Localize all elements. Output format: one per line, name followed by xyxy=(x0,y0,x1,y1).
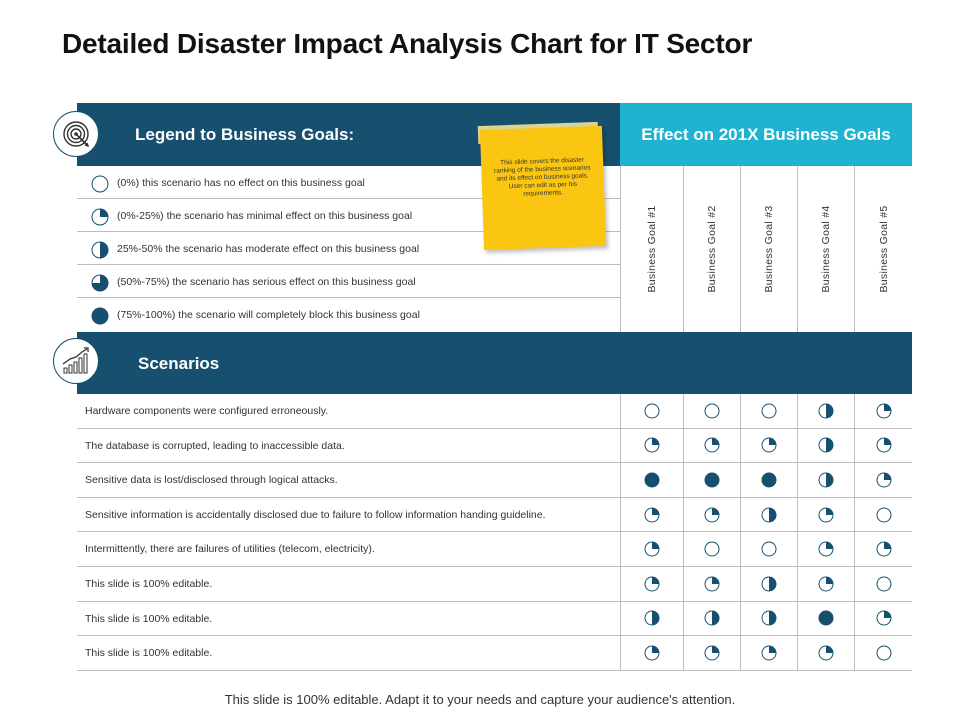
impact-cell xyxy=(797,567,854,601)
table-row xyxy=(77,636,912,671)
goal-label: Business Goal #2 xyxy=(706,205,718,293)
harvey-ball-empty-icon xyxy=(704,403,720,419)
goal-column xyxy=(740,166,797,332)
effect-title: Effect on 201X Business Goals xyxy=(641,124,891,144)
legend-item xyxy=(77,298,620,331)
growth-chart-icon xyxy=(53,338,99,384)
scenario-table xyxy=(77,394,912,671)
impact-cell xyxy=(620,602,683,636)
harvey-ball-quarter-icon xyxy=(818,541,834,557)
scenario-text: The database is corrupted, leading to inaccessible data. xyxy=(85,439,345,452)
impact-cell xyxy=(620,394,683,428)
harvey-ball-quarter-icon xyxy=(876,403,892,419)
legend-item-text: (0%) this scenario has no effect on this business goal xyxy=(117,177,365,189)
harvey-ball-empty-icon xyxy=(644,403,660,419)
impact-cell xyxy=(683,636,740,670)
legend-item-text: (50%-75%) the scenario has serious effect on this business goal xyxy=(117,276,416,288)
impact-cell xyxy=(620,463,683,497)
harvey-ball-half-icon xyxy=(818,403,834,419)
harvey-ball-quarter-icon xyxy=(818,507,834,523)
table-row xyxy=(77,463,912,498)
table-row xyxy=(77,567,912,602)
impact-cell xyxy=(797,429,854,463)
sticky-note-text: This slide covers the disaster ranking of the business scenarios and its effect on business goals. User can edit as per his requirements. xyxy=(494,156,591,198)
impact-cell xyxy=(620,636,683,670)
impact-cell xyxy=(620,532,683,566)
harvey-ball-empty-icon xyxy=(761,541,777,557)
impact-cell xyxy=(740,463,797,497)
harvey-ball-empty-icon xyxy=(876,507,892,523)
harvey-ball-full-icon xyxy=(704,472,720,488)
impact-cell xyxy=(683,429,740,463)
harvey-ball-quarter-icon xyxy=(644,541,660,557)
legend-item xyxy=(77,265,620,298)
harvey-ball-quarter-icon xyxy=(644,507,660,523)
harvey-ball-half-icon xyxy=(761,610,777,626)
impact-cell xyxy=(740,636,797,670)
goal-label: Business Goal #4 xyxy=(820,205,832,293)
harvey-ball-half-icon xyxy=(818,437,834,453)
harvey-ball-full-icon xyxy=(761,472,777,488)
impact-cell xyxy=(854,636,912,670)
harvey-ball-quarter-icon xyxy=(876,437,892,453)
scenario-text: This slide is 100% editable. xyxy=(85,577,213,590)
scenario-text: This slide is 100% editable. xyxy=(85,612,213,625)
impact-cell xyxy=(854,429,912,463)
impact-cell xyxy=(683,463,740,497)
goal-label: Business Goal #1 xyxy=(646,205,658,293)
harvey-ball-quarter-icon xyxy=(761,645,777,661)
harvey-ball-quarter-icon xyxy=(704,437,720,453)
impact-cell xyxy=(854,567,912,601)
impact-cell xyxy=(683,394,740,428)
harvey-ball-empty-icon xyxy=(876,645,892,661)
harvey-ball-half-icon xyxy=(644,610,660,626)
harvey-ball-quarter-icon xyxy=(876,610,892,626)
harvey-ball-half-icon xyxy=(761,507,777,523)
goal-column xyxy=(683,166,740,332)
impact-cell xyxy=(683,532,740,566)
harvey-ball-quarter-icon xyxy=(91,208,109,226)
impact-cell xyxy=(740,532,797,566)
impact-cell xyxy=(854,463,912,497)
page-title: Detailed Disaster Impact Analysis Chart for IT Sector xyxy=(62,28,753,59)
harvey-ball-half-icon xyxy=(818,472,834,488)
scenario-text: Sensitive information is accidentally disclosed due to failure to follow information handing guideline. xyxy=(85,508,546,521)
footer-note: This slide is 100% editable. Adapt it to your needs and capture your audience's attention. xyxy=(224,692,736,707)
impact-cell xyxy=(797,463,854,497)
scenario-text: This slide is 100% editable. xyxy=(85,647,213,660)
harvey-ball-three-quarter-icon xyxy=(91,274,109,292)
goal-columns xyxy=(620,166,912,332)
harvey-ball-empty-icon xyxy=(91,175,109,193)
table-row xyxy=(77,429,912,464)
impact-cell xyxy=(854,498,912,532)
impact-cell xyxy=(797,602,854,636)
harvey-ball-full-icon xyxy=(644,472,660,488)
harvey-ball-quarter-icon xyxy=(704,645,720,661)
scenario-text: Intermittently, there are failures of utilities (telecom, electricity). xyxy=(85,543,375,556)
scenarios-header xyxy=(77,332,912,394)
harvey-ball-quarter-icon xyxy=(644,645,660,661)
impact-cell xyxy=(740,602,797,636)
table-row xyxy=(77,498,912,533)
harvey-ball-quarter-icon xyxy=(644,576,660,592)
goal-column xyxy=(620,166,683,332)
impact-cell xyxy=(854,532,912,566)
impact-cell xyxy=(683,602,740,636)
table-row xyxy=(77,532,912,567)
impact-cell xyxy=(683,498,740,532)
impact-cell xyxy=(797,498,854,532)
impact-cell xyxy=(797,532,854,566)
impact-cell xyxy=(740,567,797,601)
harvey-ball-quarter-icon xyxy=(818,645,834,661)
impact-cell xyxy=(740,394,797,428)
impact-cell xyxy=(620,567,683,601)
harvey-ball-quarter-icon xyxy=(818,576,834,592)
harvey-ball-empty-icon xyxy=(761,403,777,419)
scenario-text: Sensitive data is lost/disclosed through logical attacks. xyxy=(85,474,338,487)
effect-header xyxy=(620,103,912,166)
impact-cell xyxy=(620,498,683,532)
harvey-ball-half-icon xyxy=(761,576,777,592)
harvey-ball-full-icon xyxy=(91,307,109,325)
harvey-ball-quarter-icon xyxy=(704,507,720,523)
scenario-text: Hardware components were configured erroneously. xyxy=(85,405,329,417)
impact-cell xyxy=(854,602,912,636)
harvey-ball-empty-icon xyxy=(876,576,892,592)
target-icon xyxy=(53,111,99,157)
goal-label: Business Goal #3 xyxy=(763,205,775,293)
harvey-ball-empty-icon xyxy=(704,541,720,557)
sticky-note xyxy=(480,126,606,250)
impact-cell xyxy=(740,498,797,532)
impact-cell xyxy=(683,567,740,601)
impact-cell xyxy=(620,429,683,463)
legend-item-text: 25%-50% the scenario has moderate effect on this business goal xyxy=(117,243,420,255)
goal-label: Business Goal #5 xyxy=(877,205,890,293)
table-row xyxy=(77,394,912,429)
legend-item-text: (0%-25%) the scenario has minimal effect on this business goal xyxy=(117,210,413,222)
goal-column xyxy=(854,166,912,332)
legend-title: Legend to Business Goals: xyxy=(135,125,355,144)
impact-cell xyxy=(854,394,912,428)
harvey-ball-quarter-icon xyxy=(704,576,720,592)
impact-cell xyxy=(740,429,797,463)
harvey-ball-half-icon xyxy=(704,610,720,626)
goal-column xyxy=(797,166,854,332)
impact-cell xyxy=(797,636,854,670)
table-row xyxy=(77,602,912,637)
legend-item-text: (75%-100%) the scenario will completely block this business goal xyxy=(117,309,420,321)
scenarios-title: Scenarios xyxy=(138,354,220,373)
impact-cell xyxy=(797,394,854,428)
harvey-ball-full-icon xyxy=(818,610,834,626)
harvey-ball-quarter-icon xyxy=(761,437,777,453)
harvey-ball-quarter-icon xyxy=(876,472,892,488)
harvey-ball-quarter-icon xyxy=(644,437,660,453)
harvey-ball-half-icon xyxy=(91,241,109,259)
harvey-ball-quarter-icon xyxy=(876,541,892,557)
